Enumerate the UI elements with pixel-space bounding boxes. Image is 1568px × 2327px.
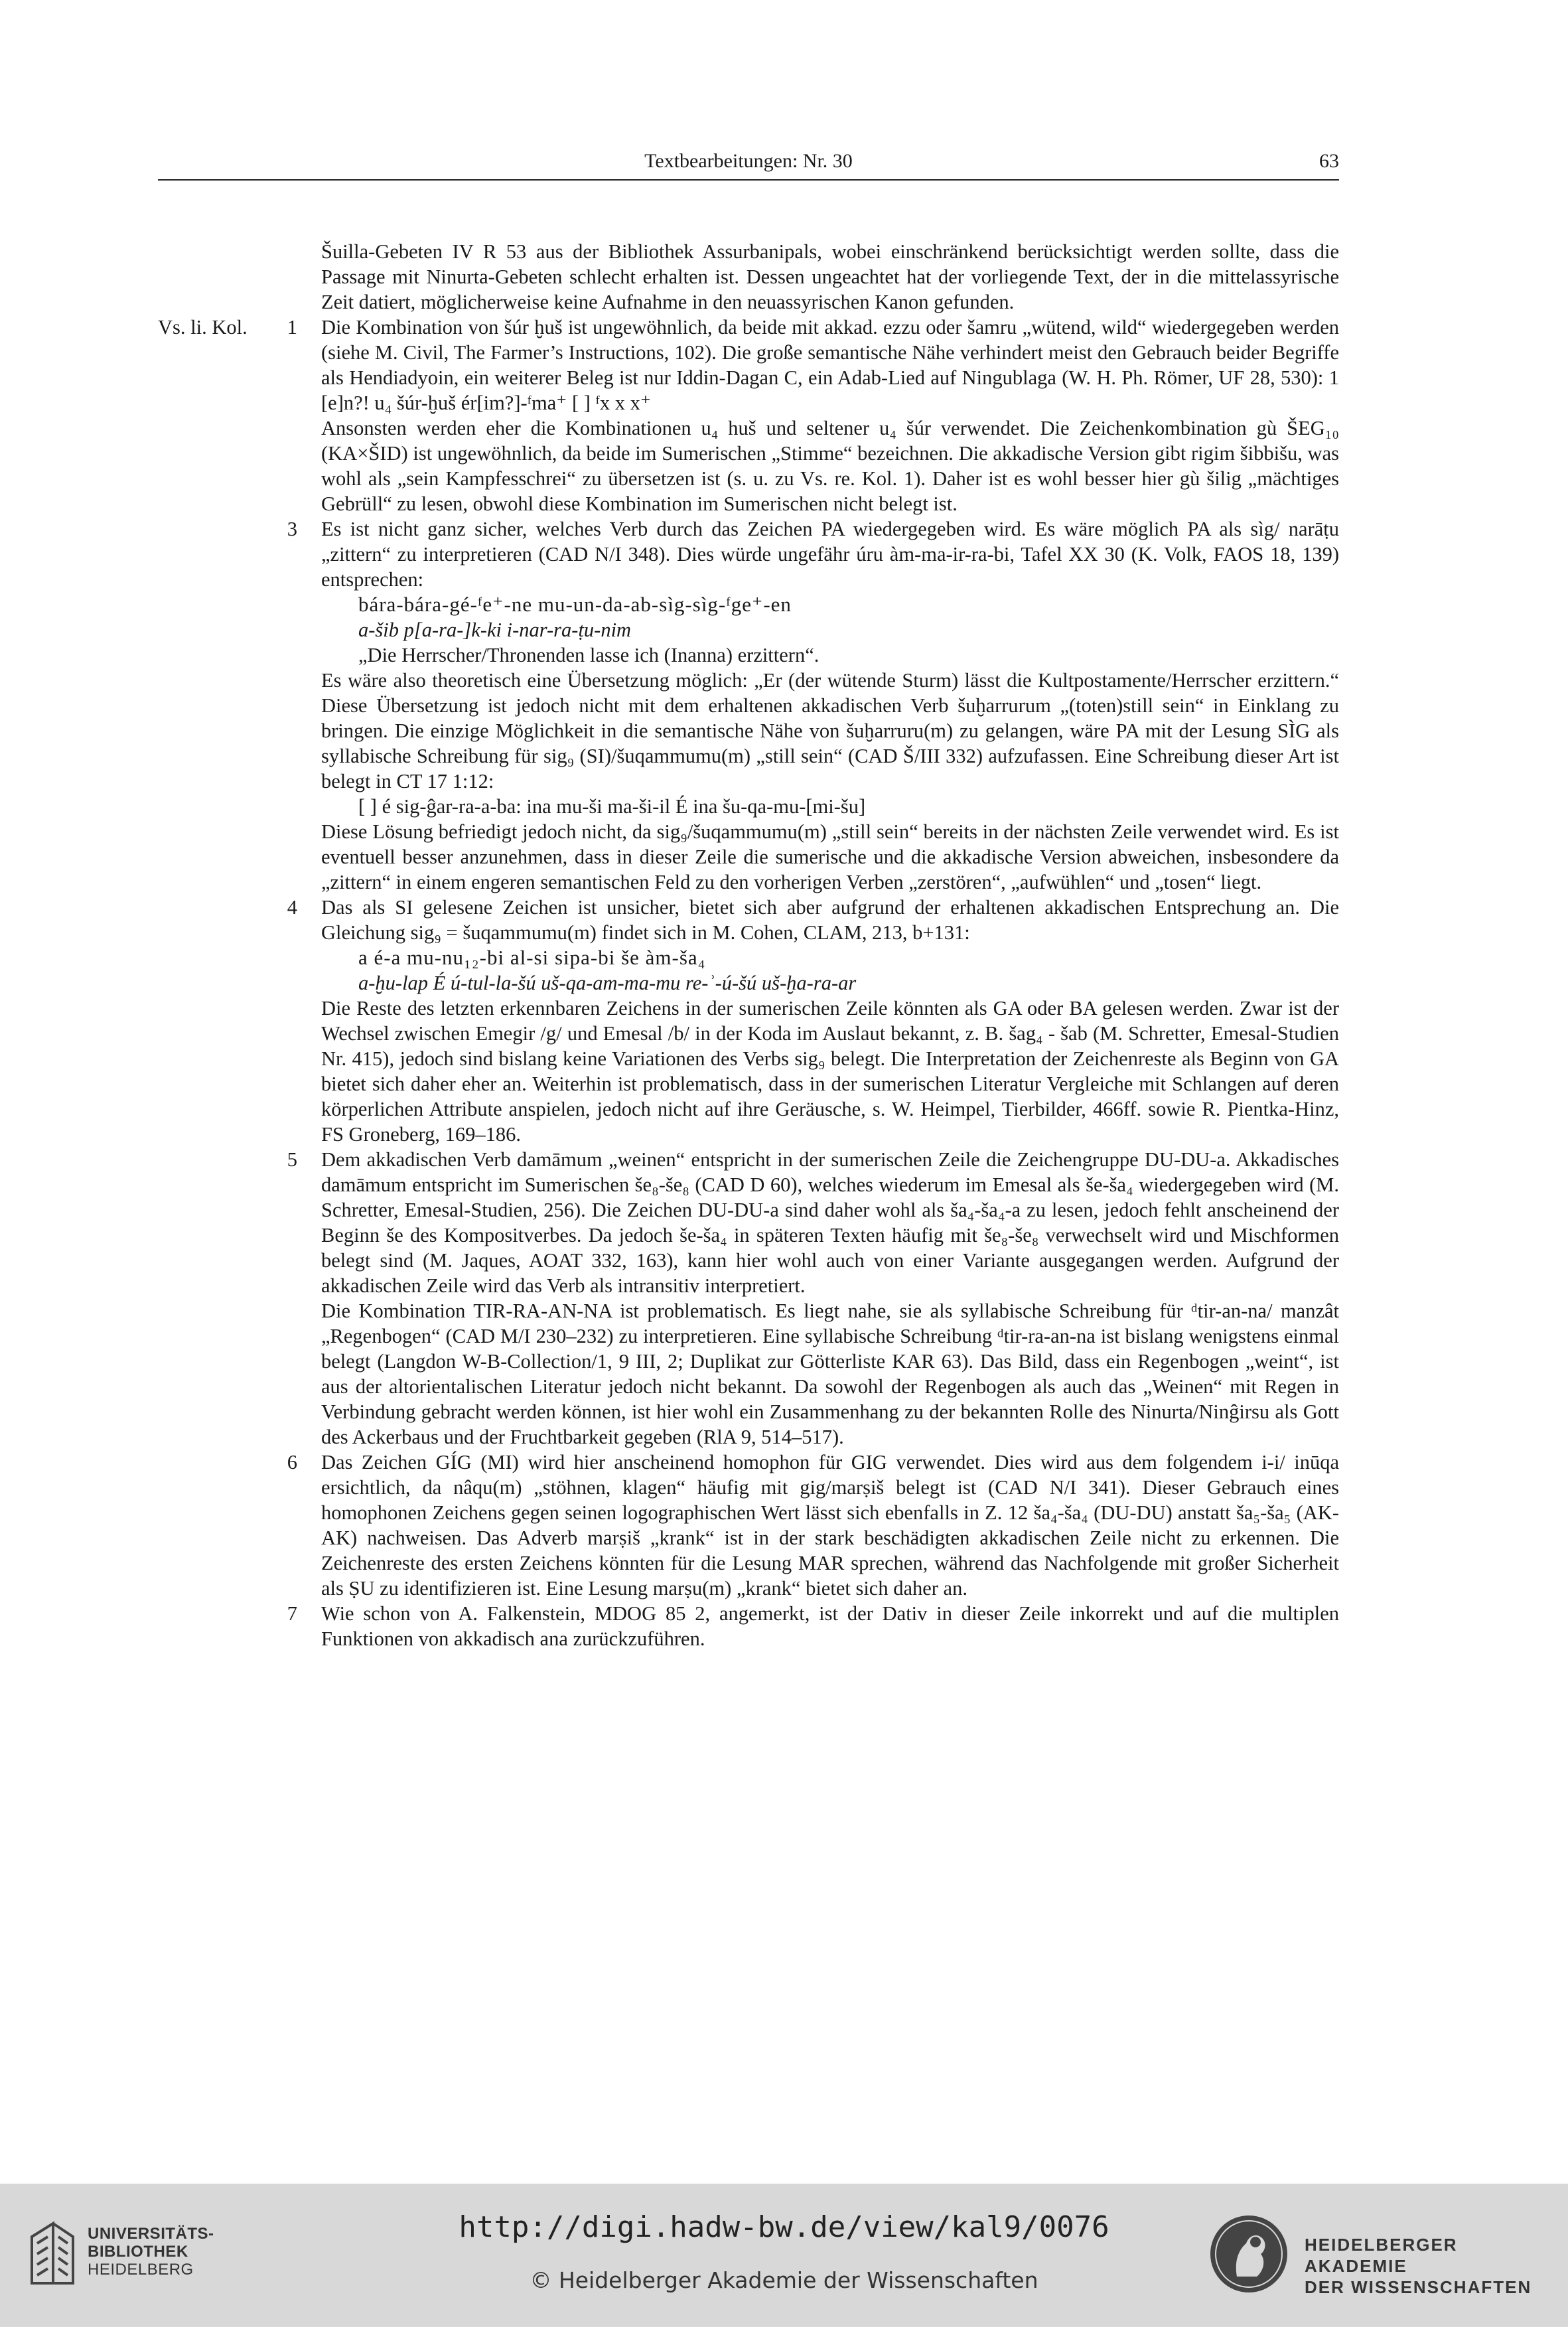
commentary-paragraph bbox=[0, 516, 1339, 592]
example-line bbox=[0, 592, 1339, 617]
line-number: 6 bbox=[287, 1451, 297, 1473]
line-number: 4 bbox=[287, 896, 297, 919]
running-header bbox=[158, 150, 1339, 181]
example-line bbox=[0, 617, 1339, 642]
academy-name: HEIDELBERGER AKADEMIE DER WISSENSCHAFTEN bbox=[1305, 2235, 1532, 2297]
paragraph-text: Das Zeichen GÍG (MI) wird hier anscheinend homophon für GIG verwendet. Dies wird aus dem folgendem i-i/ inūqa ersichtlich, da nâqu(m) „stöhnen, klagen“ häufig mit gig/marṣiš belegt ist (CAD N/I 341). Dieser Gebrauch eines homophonen Zeichens gegen seinen logographischen Wert lässt sich ebenfalls in Z. 12 ša₄-ša₄ (DU-DU) anstatt ša₅-ša₅ (AK-AK) nachweisen. Das Adverb marṣiš „krank“ ist in der stark beschädigten akkadischen Zeile nicht zu erkennen. Die Zeichenreste des ersten Zeichens könnten für die Lesung MAR sprechen, während das Nachfolgende mit großer Sicherheit als ṢU zu identifizieren ist. Eine Lesung marṣu(m) „krank“ bietet sich daher an. bbox=[321, 1451, 1339, 1600]
line-number: 3 bbox=[287, 518, 297, 540]
commentary-paragraph bbox=[0, 1298, 1339, 1450]
sumerian-transliteration: bára-bára-gé-ᶠe⁺-ne mu-un-da-ab-sìg-sìg-ᶠge⁺-en bbox=[358, 593, 792, 616]
paragraph-text: Ansonsten werden eher die Kombinationen u₄ huš und seltener u₄ šúr verwendet. Die Zeichenkombination gù ŠEG₁₀ (KA×ŠID) ist ungewöhnlich, da beide im Sumerischen „Stimme“ bezeichnen. Die akkadische Version gibt rigim šibbišu, was wohl als „sein Kampfesschrei“ zu übersetzen ist (s. u. zu Vs. re. Kol. 1). Daher ist es wohl besser hier gù šilig „mächtiges Gebrüll“ zu lesen, obwohl diese Kombination im Sumerischen nicht belegt ist. bbox=[321, 417, 1339, 515]
akkadian-transliteration: a-ḫu-lap É ú-tul-la-šú uš-qa-am-ma-mu re-ʾ-ú-šú uš-ḫa-ra-ar bbox=[358, 972, 857, 994]
academy-logo[interactable] bbox=[1208, 2208, 1553, 2300]
example-line bbox=[0, 970, 1339, 996]
copyright-notice: © Heidelberger Akademie der Wissenschaften bbox=[530, 2267, 1038, 2293]
example-text: [ ] é sig-ĝar-ra-a-ba: ina mu-ši ma-ši-il É ina šu-qa-mu-[mi-šu] bbox=[358, 795, 866, 818]
commentary-paragraph bbox=[0, 415, 1339, 516]
academy-emblem-icon bbox=[1208, 2213, 1290, 2295]
commentary-paragraph bbox=[0, 819, 1339, 895]
commentary-paragraph bbox=[0, 668, 1339, 794]
commentary-body bbox=[0, 239, 1568, 1651]
paragraph-text: Dem akkadischen Verb damāmum „weinen“ entspricht in der sumerischen Zeile die Zeichengruppe DU-DU-a. Akkadisches damāmum entspricht im Sumerischen še₈-še₈ (CAD D 60), welches wiederum im Emesal als še-ša₄ wiedergegeben wird (M. Schretter, Emesal-Studien, 256). Die Zeichen DU-DU-a sind daher wohl als ša₄-ša₄-a zu lesen, jedoch fehlt anscheinend der Beginn še des Kompositverbes. Da jedoch še-ša₄ in späteren Texten häufig mit še₈-še₈ verwechselt wird und Mischformen belegt sind (M. Jaques, AOAT 332, 163), kann hier wohl auch von einer Variante ausgegangen werden. Aufgrund der akkadischen Zeile wird das Verb als intransitiv interpretiert. bbox=[321, 1148, 1339, 1297]
paragraph-text: Die Kombination von šúr ḫuš ist ungewöhnlich, da beide mit akkad. ezzu oder šamru „wütend, wild“ wiedergegeben werden (siehe M. Civil, The Farmer’s Instructions, 102). Die große semantische Nähe verhindert meist den Gebrauch beider Begriffe als Hendiadyoin, ein weiterer Beleg ist nur Iddin-Dagan C, ein Adab-Lied auf Ningublaga (W. H. Ph. Römer, UF 28, 530): 1 [e]n?! u₄ šúr-ḫuš ér[im?]-ᶠma⁺ [ ] ᶠx x x⁺ bbox=[321, 316, 1339, 414]
example-line bbox=[0, 794, 1339, 819]
paragraph-text: Diese Lösung befriedigt jedoch nicht, da sig₉/šuqammumu(m) „still sein“ bereits in der nächsten Zeile verwendet wird. Es ist eventuell besser anzunehmen, dass in dieser Zeile die sumerische und die akkadische Version abweichen, insbesondere da „zittern“ in einem engeren semantischen Feld zu den vorherigen Verben „zerstören“, „aufwühlen“ und „tosen“ liegt. bbox=[321, 820, 1339, 893]
paragraph-text: Die Reste des letzten erkennbaren Zeichens in der sumerischen Zeile könnten als GA oder BA gelesen werden. Zwar ist der Wechsel zwischen Emegir /g/ und Emesal /b/ in der Koda im Auslaut bekannt, z. B. šag₄ - šab (M. Schretter, Emesal-Studien Nr. 415), jedoch sind bislang keine Variationen des Verbs sig₉ belegt. Die Interpretation der Zeichenreste als Beginn von GA bietet sich daher eher an. Weiterhin ist problematisch, dass in der sumerischen Literatur Vergleiche mit Schlangen auf deren körperlichen Attribute anspielen, jedoch nicht auf ihre Geräusche, s. W. Heimpel, Tierbilder, 466ff. sowie R. Pientka-Hinz, FS Groneberg, 169–186. bbox=[321, 997, 1339, 1146]
paragraph-text: Šuilla-Gebeten IV R 53 aus der Bibliothek Assurbanipals, wobei einschränkend berücksichtigt werden sollte, dass die Passage mit Ninurta-Gebeten schlecht erhalten ist. Dessen ungeachtet hat der vorliegende Text, der in die mittelassyrische Zeit datiert, möglicherweise keine Aufnahme in den neuassyrischen Kanon gefunden. bbox=[321, 240, 1339, 313]
commentary-paragraph bbox=[0, 239, 1339, 315]
column-label: Vs. li. Kol. bbox=[158, 316, 248, 338]
commentary-paragraph bbox=[0, 315, 1339, 415]
line-number: 5 bbox=[287, 1148, 297, 1171]
line-number: 7 bbox=[287, 1602, 297, 1625]
running-title: Textbearbeitungen: Nr. 30 bbox=[644, 150, 853, 172]
line-number: 1 bbox=[287, 316, 297, 338]
paragraph-text: Es ist nicht ganz sicher, welches Verb durch das Zeichen PA wiedergegeben wird. Es wäre möglich PA als sìg/ narāṭu „zittern“ zu interpretieren (CAD N/I 348). Dies würde ungefähr úru àm-ma-ir-ra-bi, Tafel XX 30 (K. Volk, FAOS 18, 139) entsprechen: bbox=[321, 518, 1339, 591]
page-number: 63 bbox=[1319, 150, 1339, 172]
commentary-paragraph bbox=[0, 996, 1339, 1147]
commentary-paragraph bbox=[0, 1147, 1339, 1298]
paragraph-text: Die Kombination TIR-RA-AN-NA ist problematisch. Es liegt nahe, sie als syllabische Schreibung für ᵈtir-an-na/ manzât „Regenbogen“ (CAD M/I 230–232) zu interpretieren. Eine syllabische Schreibung ᵈtir-ra-an-na ist bislang wenigstens einmal belegt (Langdon W-B-Collection/1, 9 III, 2; Duplikat zur Götterliste KAR 63). Das Bild, dass ein Regenbogen „weint“, ist aus der altorientalischen Literatur jedoch nicht bekannt. Da sowohl der Regenbogen als auch das „Weinen“ mit Regen in Verbindung gebracht werden können, ist hier wohl ein Zusammenhang zu der bekannten Rolle des Ninurta/Ninĝirsu als Gott des Ackerbaus und der Fruchtbarkeit gegeben (RlA 9, 514–517). bbox=[321, 1300, 1339, 1448]
paragraph-text: Wie schon von A. Falkenstein, MDOG 85 2, angemerkt, ist der Dativ in dieser Zeile inkorrekt und auf die multiplen Funktionen von akkadisch ana zurückzuführen. bbox=[321, 1602, 1339, 1650]
example-line bbox=[0, 642, 1339, 668]
sumerian-transliteration: a é-a mu-nu₁₂-bi al-si sipa-bi še àm-ša₄ bbox=[358, 946, 706, 969]
paragraph-text: Es wäre also theoretisch eine Übersetzung möglich: „Er (der wütende Sturm) lässt die Kultpostamente/Herrscher erzittern.“ Diese Übersetzung ist jedoch nicht mit dem erhaltenen akkadischen Verb šuḫarrurum „(toten)still sein“ in Einklang zu bringen. Die einzige Möglichkeit in die semantische Nähe von šuḫarruru(m) zu gelangen, wäre PA mit der Lesung SÌG als syllabische Schreibung für sig₉ (SI)/šuqammumu(m) „still sein“ (CAD Š/III 332) aufzufassen. Eine Schreibung dieser Art ist belegt in CT 17 1:12: bbox=[321, 669, 1339, 792]
akkadian-transliteration: a-šib p[a-ra-]k-ki i-nar-ra-ṭu-nim bbox=[358, 619, 632, 641]
footer-bar bbox=[0, 2184, 1568, 2327]
example-text: „Die Herrscher/Thronenden lasse ich (Inanna) erzittern“. bbox=[358, 644, 820, 666]
commentary-paragraph bbox=[0, 1601, 1339, 1651]
example-line bbox=[0, 945, 1339, 970]
paragraph-text: Das als SI gelesene Zeichen ist unsicher, bietet sich aber aufgrund der erhaltenen akkadischen Entsprechung an. Die Gleichung sig₉ = šuqammumu(m) findet sich in M. Cohen, CLAM, 213, b+131: bbox=[321, 896, 1339, 944]
commentary-paragraph bbox=[0, 1450, 1339, 1601]
commentary-paragraph bbox=[0, 895, 1339, 945]
library-name: UNIVERSITÄTS- BIBLIOTHEK HEIDELBERG bbox=[88, 2225, 214, 2279]
source-url-link[interactable]: http://digi.hadw-bw.de/view/kal9/0076 bbox=[459, 2210, 1109, 2244]
